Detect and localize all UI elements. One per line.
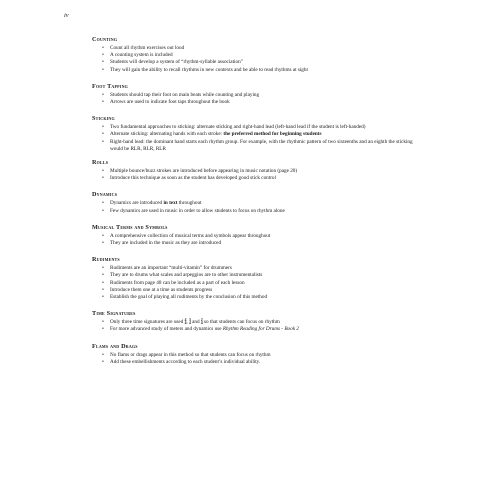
list-item xyxy=(102,131,422,138)
list-item: • Arrows are used to indicate foot taps throughout the book xyxy=(102,99,422,106)
section-heading: Flams and Drags xyxy=(92,342,138,350)
separator: , xyxy=(186,319,188,326)
list-item: • Establish the goal of playing all rudiments by the conclusion of this method xyxy=(102,294,422,301)
bullet-list xyxy=(92,200,422,214)
item-text: throughout xyxy=(177,200,202,207)
list-item: • They are to drums what scales and arpeggios are to other instrumentalists xyxy=(102,272,422,279)
item-text: and xyxy=(190,319,201,326)
section-heading: Counting xyxy=(92,36,118,43)
list-item: • Add these embellishments according to each student’s individual ability. xyxy=(102,359,422,366)
section-heading: Time Signatures xyxy=(92,310,136,318)
time-signature-2-4: 2 4 xyxy=(200,318,203,326)
section-heading: Rolls xyxy=(92,159,109,167)
section-foot-tapping xyxy=(92,83,422,106)
section-counting xyxy=(92,36,422,74)
list-item: • Introduce them one at a time as students progress xyxy=(102,287,422,294)
section-heading: Musical Terms and Symbols xyxy=(92,223,168,231)
time-signature-3-4: 3 4 xyxy=(189,318,191,326)
item-text: so that students can focus on rhythm xyxy=(202,319,280,326)
list-item: • Introduce this technique as soon as the student has developed good stick control xyxy=(102,175,422,182)
list-item: • Few dynamics are used in music in order to allow students to focus on rhythm alone xyxy=(102,208,422,215)
section-rudiments xyxy=(92,256,422,301)
section-heading: Rudiments xyxy=(92,256,120,264)
list-item: • A comprehensive collection of musical terms and symbols appear throughout xyxy=(102,233,422,240)
section-musical-terms xyxy=(92,224,422,247)
list-item xyxy=(102,200,422,207)
section-dynamics xyxy=(92,191,422,214)
bullet-list xyxy=(92,233,422,247)
list-item: • Count all rhythm exercises out loud xyxy=(102,45,422,52)
section-time-signatures xyxy=(92,310,422,333)
item-text: For more advanced study of meters and dynamics use xyxy=(110,326,223,333)
list-item: • Rudiments from page 48 can be included as a part of each lesson xyxy=(102,280,422,287)
section-rolls xyxy=(92,159,422,182)
emphasis-text: in text xyxy=(163,200,178,207)
page-number: iv xyxy=(64,12,69,19)
bullet-list xyxy=(92,352,422,366)
bullet-list xyxy=(92,124,422,153)
item-text: Dynamics are introduced xyxy=(110,200,164,207)
list-item: • Two fundamental approaches to sticking: alternate sticking and right-hand lead (left-hand lead if the student is left-handed) xyxy=(102,124,422,131)
item-text: Alternate sticking: alternating hands with each stroke: xyxy=(110,131,224,138)
list-item: • Rudiments are an important “multi-vitamin” for drummers xyxy=(102,265,422,272)
list-item: • A counting system is included xyxy=(102,52,422,59)
section-flams-drags xyxy=(92,343,422,366)
emphasis-text: the preferred method for beginning students xyxy=(223,131,322,138)
section-heading: Sticking xyxy=(92,115,115,123)
page-content xyxy=(92,36,422,366)
bullet-list xyxy=(92,92,422,106)
time-signature-4-4: 4 4 xyxy=(184,318,187,326)
list-item: • No flams or drags appear in this method so that students can focus on rhythm xyxy=(102,352,422,359)
list-item xyxy=(102,326,422,333)
list-item: • They are included in the music as they are introduced xyxy=(102,240,422,247)
list-item: • Multiple bounce/buzz strokes are introduced before appearing in music notation (page 20) xyxy=(102,168,422,175)
list-item: • Students will develop a system of “rhythm-syllable association” xyxy=(102,59,422,66)
bullet-list xyxy=(92,45,422,74)
list-item: • Students should tap their foot on main beats while counting and playing xyxy=(102,92,422,99)
book-title: Rhythm Reading for Drums - Book 2 xyxy=(222,326,299,333)
section-sticking xyxy=(92,115,422,153)
bullet-list xyxy=(92,168,422,182)
section-heading: Foot Tapping xyxy=(92,82,128,90)
bullet-list xyxy=(92,265,422,301)
list-item: • They will gain the ability to recall rhythms in new contexts and be able to read rhythms at sight xyxy=(102,67,422,74)
bullet-list xyxy=(92,319,422,333)
list-item: • Right-hand lead: the dominant hand starts each rhythm group. For example, with the rhythmic pattern of two sixteenths and an eighth the sticking would be RLR, RLR, RLR xyxy=(102,139,422,153)
section-heading: Dynamics xyxy=(92,191,118,199)
item-text: Only three time signatures are used xyxy=(110,319,185,326)
